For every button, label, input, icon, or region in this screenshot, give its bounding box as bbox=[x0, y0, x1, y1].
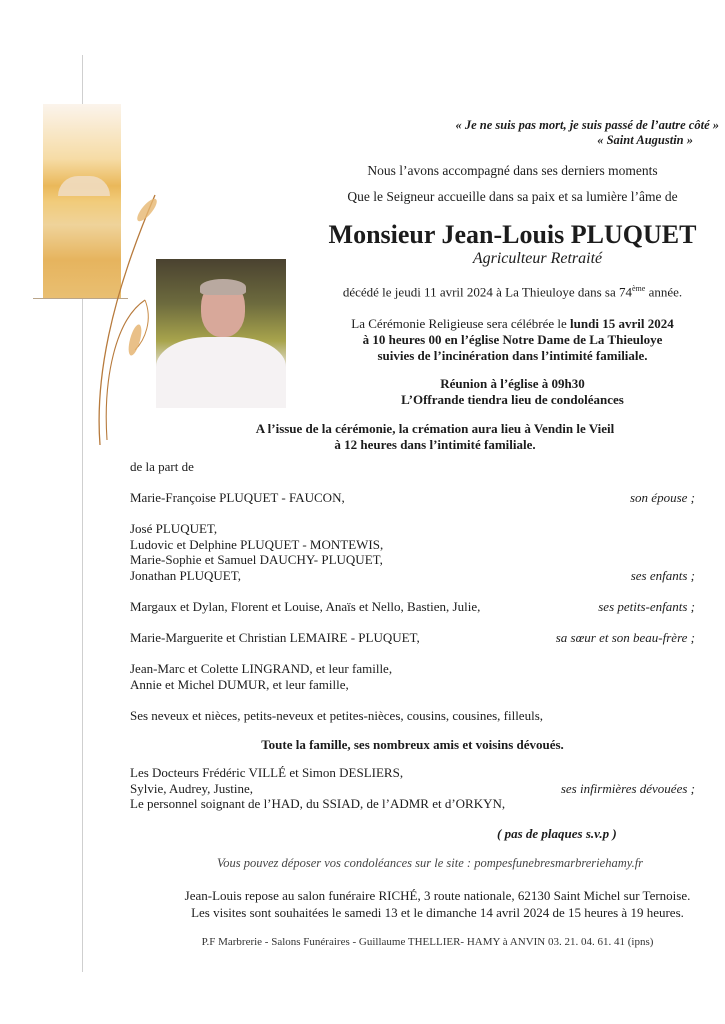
cremation-line-2: à 12 heures dans l’intimité familiale. bbox=[334, 437, 536, 452]
sibling-relation: sa sœur et son beau-frère ; bbox=[555, 630, 695, 645]
ceremony-block bbox=[300, 316, 725, 364]
intro-line-2: Que le Seigneur accueille dans sa paix et sa lumière l’âme de bbox=[347, 189, 678, 204]
spouse-names: Marie-Françoise PLUQUET - FAUCON, bbox=[130, 490, 345, 505]
deceased-occupation: Agriculteur Retraité bbox=[472, 250, 603, 267]
all-family: Toute la famille, ses nombreux amis et voisins dévoués. bbox=[261, 737, 564, 752]
meeting-line-2: L’Offrande tiendra lieu de condoléances bbox=[401, 392, 624, 407]
quote-text: « Je ne suis pas mort, je suis passé de l’autre côté » bbox=[455, 118, 719, 132]
children-block bbox=[130, 521, 695, 583]
care-name: Les Docteurs Frédéric VILLÉ et Simon DESLIERS, bbox=[130, 765, 404, 780]
quote-block bbox=[455, 118, 719, 148]
other-family: Jean-Marc et Colette LINGRAND, et leur famille, bbox=[130, 661, 393, 676]
visits-line-2: Les visites sont souhaitées le samedi 13 et le dimanche 14 avril 2024 de 15 heures à 19 heures. bbox=[191, 904, 684, 920]
care-block bbox=[130, 765, 695, 812]
grandchildren-relation: ses petits-enfants ; bbox=[598, 599, 695, 614]
photo-hair bbox=[200, 279, 246, 295]
condolences-website: Vous pouvez déposer vos condoléances sur le site : pompesfunebresmarbreriehamy.fr bbox=[216, 856, 644, 870]
visits-line-1: Jean-Louis repose au salon funéraire RICHÉ, 3 route nationale, 62130 Saint Michel sur Ternoise. bbox=[184, 888, 691, 903]
meeting-line-1: Réunion à l’église à 09h30 bbox=[440, 376, 585, 391]
portrait-photo bbox=[156, 259, 286, 408]
no-plaques-note: ( pas de plaques s.v.p ) bbox=[497, 826, 617, 841]
cremation-line-1: A l’issue de la cérémonie, la crémation aura lieu à Vendin le Vieil bbox=[255, 421, 615, 436]
other-family: Annie et Michel DUMUR, et leur famille, bbox=[130, 676, 349, 692]
care-name: Sylvie, Audrey, Justine, bbox=[130, 780, 254, 796]
child-name: Ludovic et Delphine PLUQUET - MONTEWIS, bbox=[130, 536, 384, 552]
meeting-block bbox=[300, 376, 725, 408]
ceremony-line-1 bbox=[300, 316, 725, 332]
ceremony-line-3: suivies de l’incinération dans l’intimité familiale. bbox=[377, 348, 648, 363]
grandchildren-row bbox=[130, 599, 695, 615]
spouse-relation: son épouse ; bbox=[630, 490, 695, 505]
child-name: Marie-Sophie et Samuel DAUCHY- PLUQUET, bbox=[130, 552, 383, 567]
ceremony-date: lundi 15 avril 2024 bbox=[570, 316, 674, 331]
ceremony-plain: La Cérémonie Religieuse sera célébrée le bbox=[351, 316, 571, 331]
death-text: décédé le jeudi 11 avril 2024 à La Thieuloye dans sa 74 bbox=[342, 284, 632, 300]
children-relation: ses enfants ; bbox=[630, 567, 695, 583]
sibling-names: Marie-Marguerite et Christian LEMAIRE - PLUQUET, bbox=[130, 630, 420, 645]
photo-shirt bbox=[156, 337, 286, 408]
extended-family: Ses neveux et nièces, petits-neveux et petites-nièces, cousins, cousines, filleuls, bbox=[130, 708, 543, 723]
grandchildren-names: Margaux et Dylan, Florent et Louise, Anaïs et Nello, Bastien, Julie, bbox=[130, 599, 481, 614]
cremation-block bbox=[200, 421, 670, 453]
sibling-row bbox=[130, 630, 695, 646]
intro-line-1: Nous l’avons accompagné dans ses derniers moments bbox=[367, 163, 658, 178]
quote-author: « Saint Augustin » bbox=[597, 133, 693, 147]
child-name: José PLUQUET, bbox=[130, 521, 218, 536]
death-notice bbox=[300, 284, 725, 300]
footer-funeral-home: P.F Marbrerie - Salons Funéraires - Guillaume THELLIER- HAMY à ANVIN 03. 21. 04. 61. 41 (ipns) bbox=[201, 936, 654, 948]
child-name: Jonathan PLUQUET, bbox=[130, 567, 241, 583]
death-suffix: année. bbox=[645, 284, 683, 300]
care-relation: ses infirmières dévouées ; bbox=[560, 780, 695, 796]
deceased-name: Monsieur Jean-Louis PLUQUET bbox=[328, 220, 697, 249]
visits-block bbox=[150, 888, 725, 921]
children-last-row bbox=[130, 568, 695, 584]
spouse-row bbox=[130, 490, 695, 506]
wheat-stalk-icon bbox=[85, 180, 165, 450]
from-label: de la part de bbox=[130, 459, 194, 474]
others-block bbox=[130, 661, 695, 692]
ceremony-line-2: à 10 heures 00 en l’église Notre Dame de La Thieuloye bbox=[362, 332, 663, 347]
death-sup: ème bbox=[632, 284, 646, 293]
care-name: Le personnel soignant de l’HAD, du SSIAD, de l’ADMR et d’ORKYN, bbox=[130, 796, 506, 811]
care-row bbox=[130, 781, 695, 797]
